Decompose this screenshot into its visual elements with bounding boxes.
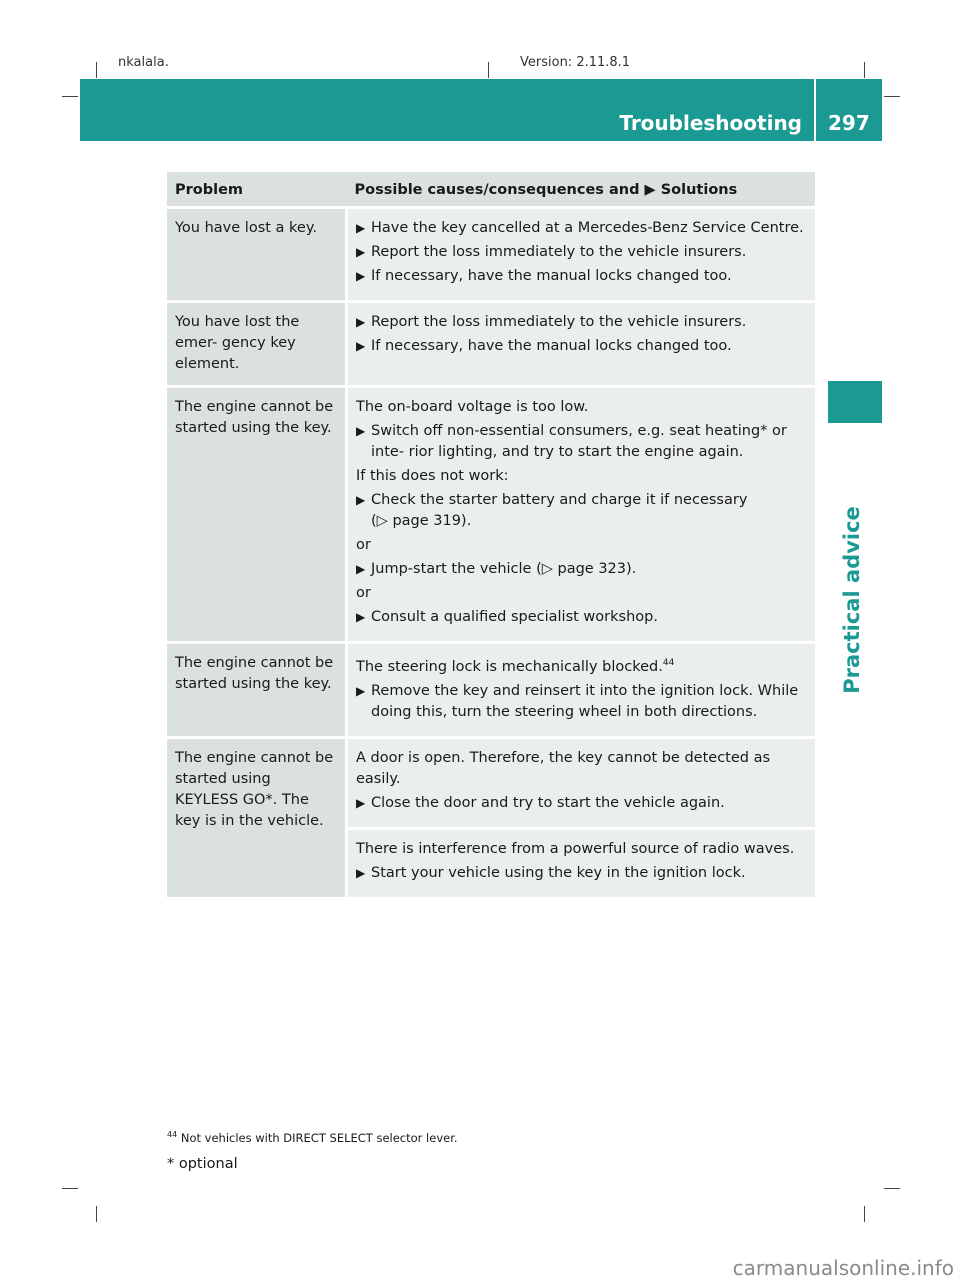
- solution-step: ▶ Remove the key and reinsert it into the ignition lock. While doing this, turn the steering wheel in both directions.: [356, 682, 799, 720]
- solution-step: ▶ Have the key cancelled at a Mercedes-Benz Service Centre.: [356, 218, 807, 239]
- arrow-right-icon: ▶: [356, 683, 366, 698]
- footnote-text: Not vehicles with DIRECT SELECT selector lever.: [180, 1130, 458, 1145]
- table-row: [167, 387, 815, 643]
- arrow-right-icon: ▶: [356, 221, 366, 235]
- solution-step: ▶ Report the loss immediately to the vehicle insurers.: [356, 312, 807, 333]
- solution-step: ▶ If necessary, have the manual locks changed too.: [356, 266, 807, 287]
- solution-cell: [347, 302, 816, 387]
- arrow-right-icon: ▶: [356, 315, 366, 329]
- crop-mark: [96, 1206, 97, 1222]
- column-header-solutions-tail: Solutions: [660, 182, 738, 198]
- arrow-right-icon: ▶: [356, 865, 366, 880]
- crop-mark: [864, 62, 865, 78]
- problem-cell: The engine cannot be started using the key.: [167, 387, 347, 643]
- crop-mark: [884, 96, 900, 97]
- crop-mark: [488, 62, 489, 78]
- arrow-right-icon: ▶: [356, 562, 366, 576]
- solution-step: ▶ If necessary, have the manual locks changed too.: [356, 336, 807, 357]
- solution-step: ▶ Start your vehicle using the key in the ignition lock.: [356, 863, 807, 884]
- solution-step: ▶ Jump-start the vehicle (▷ page 323).: [356, 559, 807, 580]
- table-row: [167, 208, 815, 302]
- solution-cell: [347, 208, 816, 302]
- arrow-right-icon: ▶: [356, 795, 366, 810]
- problem-cell: You have lost the emer- gency key element.: [167, 302, 347, 387]
- solution-step: ▶ Report the loss immediately to the vehicle insurers.: [356, 242, 807, 263]
- solution-cell: [347, 387, 816, 643]
- crop-mark: [864, 1206, 865, 1222]
- page-number: 297: [828, 111, 870, 135]
- problem-cell: You have lost a key.: [167, 208, 347, 302]
- footnote-ref[interactable]: 44: [662, 658, 675, 668]
- arrow-right-icon: ▶: [644, 182, 656, 198]
- solution-step: ▶ Check the starter battery and charge it if necessary (▷ page 319).: [356, 492, 748, 529]
- arrow-right-icon: ▶: [356, 269, 366, 283]
- problem-cell: The engine cannot be started using KEYLESS GO*. The key is in the vehicle.: [167, 737, 347, 898]
- column-header-problem: Problem: [167, 172, 347, 208]
- arrow-right-icon: ▶: [356, 339, 366, 353]
- problem-cell: The engine cannot be started using the key.: [167, 643, 347, 738]
- watermark: carmanualsonline.info: [732, 1256, 954, 1280]
- section-label: Practical advice: [840, 506, 864, 694]
- solution-cell: [347, 828, 816, 898]
- page-ref-triangle-icon: ▷: [376, 513, 388, 529]
- fallback-text: If this does not work:: [356, 468, 509, 484]
- print-run-left: nkalala,: [118, 55, 169, 66]
- arrow-right-icon: ▶: [356, 493, 366, 507]
- print-run-right: Version: 2.11.8.1: [520, 55, 631, 66]
- cause-text: The on-board voltage is too low.: [356, 399, 589, 415]
- cause-text: There is interference from a powerful source of radio waves.: [356, 840, 795, 857]
- solution-step: ▶ Consult a qualified specialist workshop.: [356, 607, 807, 628]
- table-row: [167, 737, 815, 828]
- troubleshooting-table: [167, 172, 815, 900]
- footnote: [167, 1130, 458, 1145]
- page-link[interactable]: page 319).: [392, 513, 472, 529]
- crop-mark: [62, 96, 78, 97]
- table-row: [167, 643, 815, 738]
- arrow-right-icon: ▶: [356, 610, 366, 624]
- page-header: [80, 79, 882, 141]
- solution-cell: [347, 737, 816, 828]
- cause-text: The steering lock is mechanically blocked.$^{44}$: [356, 658, 675, 675]
- page-ref-triangle-icon: ▷: [541, 561, 553, 577]
- header-divider: [814, 79, 816, 141]
- table-row: [167, 302, 815, 387]
- optional-note: * optional: [167, 1156, 238, 1172]
- footnote-number: 44: [167, 1130, 178, 1139]
- solution-cell: [347, 643, 816, 738]
- crop-mark: [884, 1188, 900, 1189]
- column-header-solutions-text: Possible causes/consequences and: [354, 182, 640, 198]
- or-text: or: [356, 537, 371, 553]
- arrow-right-icon: ▶: [356, 424, 366, 438]
- arrow-right-icon: ▶: [356, 245, 366, 259]
- section-tab: [828, 381, 882, 423]
- crop-mark: [62, 1188, 78, 1189]
- crop-mark: [96, 62, 97, 78]
- table-header-row: [167, 172, 815, 208]
- page-link[interactable]: page 323).: [557, 561, 637, 577]
- solution-step: ▶ Switch off non-essential consumers, e.g. seat heating* or inte- rior lighting, and try to start the engine again.: [356, 423, 787, 460]
- page-title: Troubleshooting: [619, 111, 802, 135]
- column-header-solutions: [347, 172, 816, 208]
- or-text: or: [356, 585, 371, 601]
- solution-step: ▶ Close the door and try to start the vehicle again.: [356, 793, 807, 814]
- cause-text: A door is open. Therefore, the key cannot be detected as easily.: [356, 749, 771, 787]
